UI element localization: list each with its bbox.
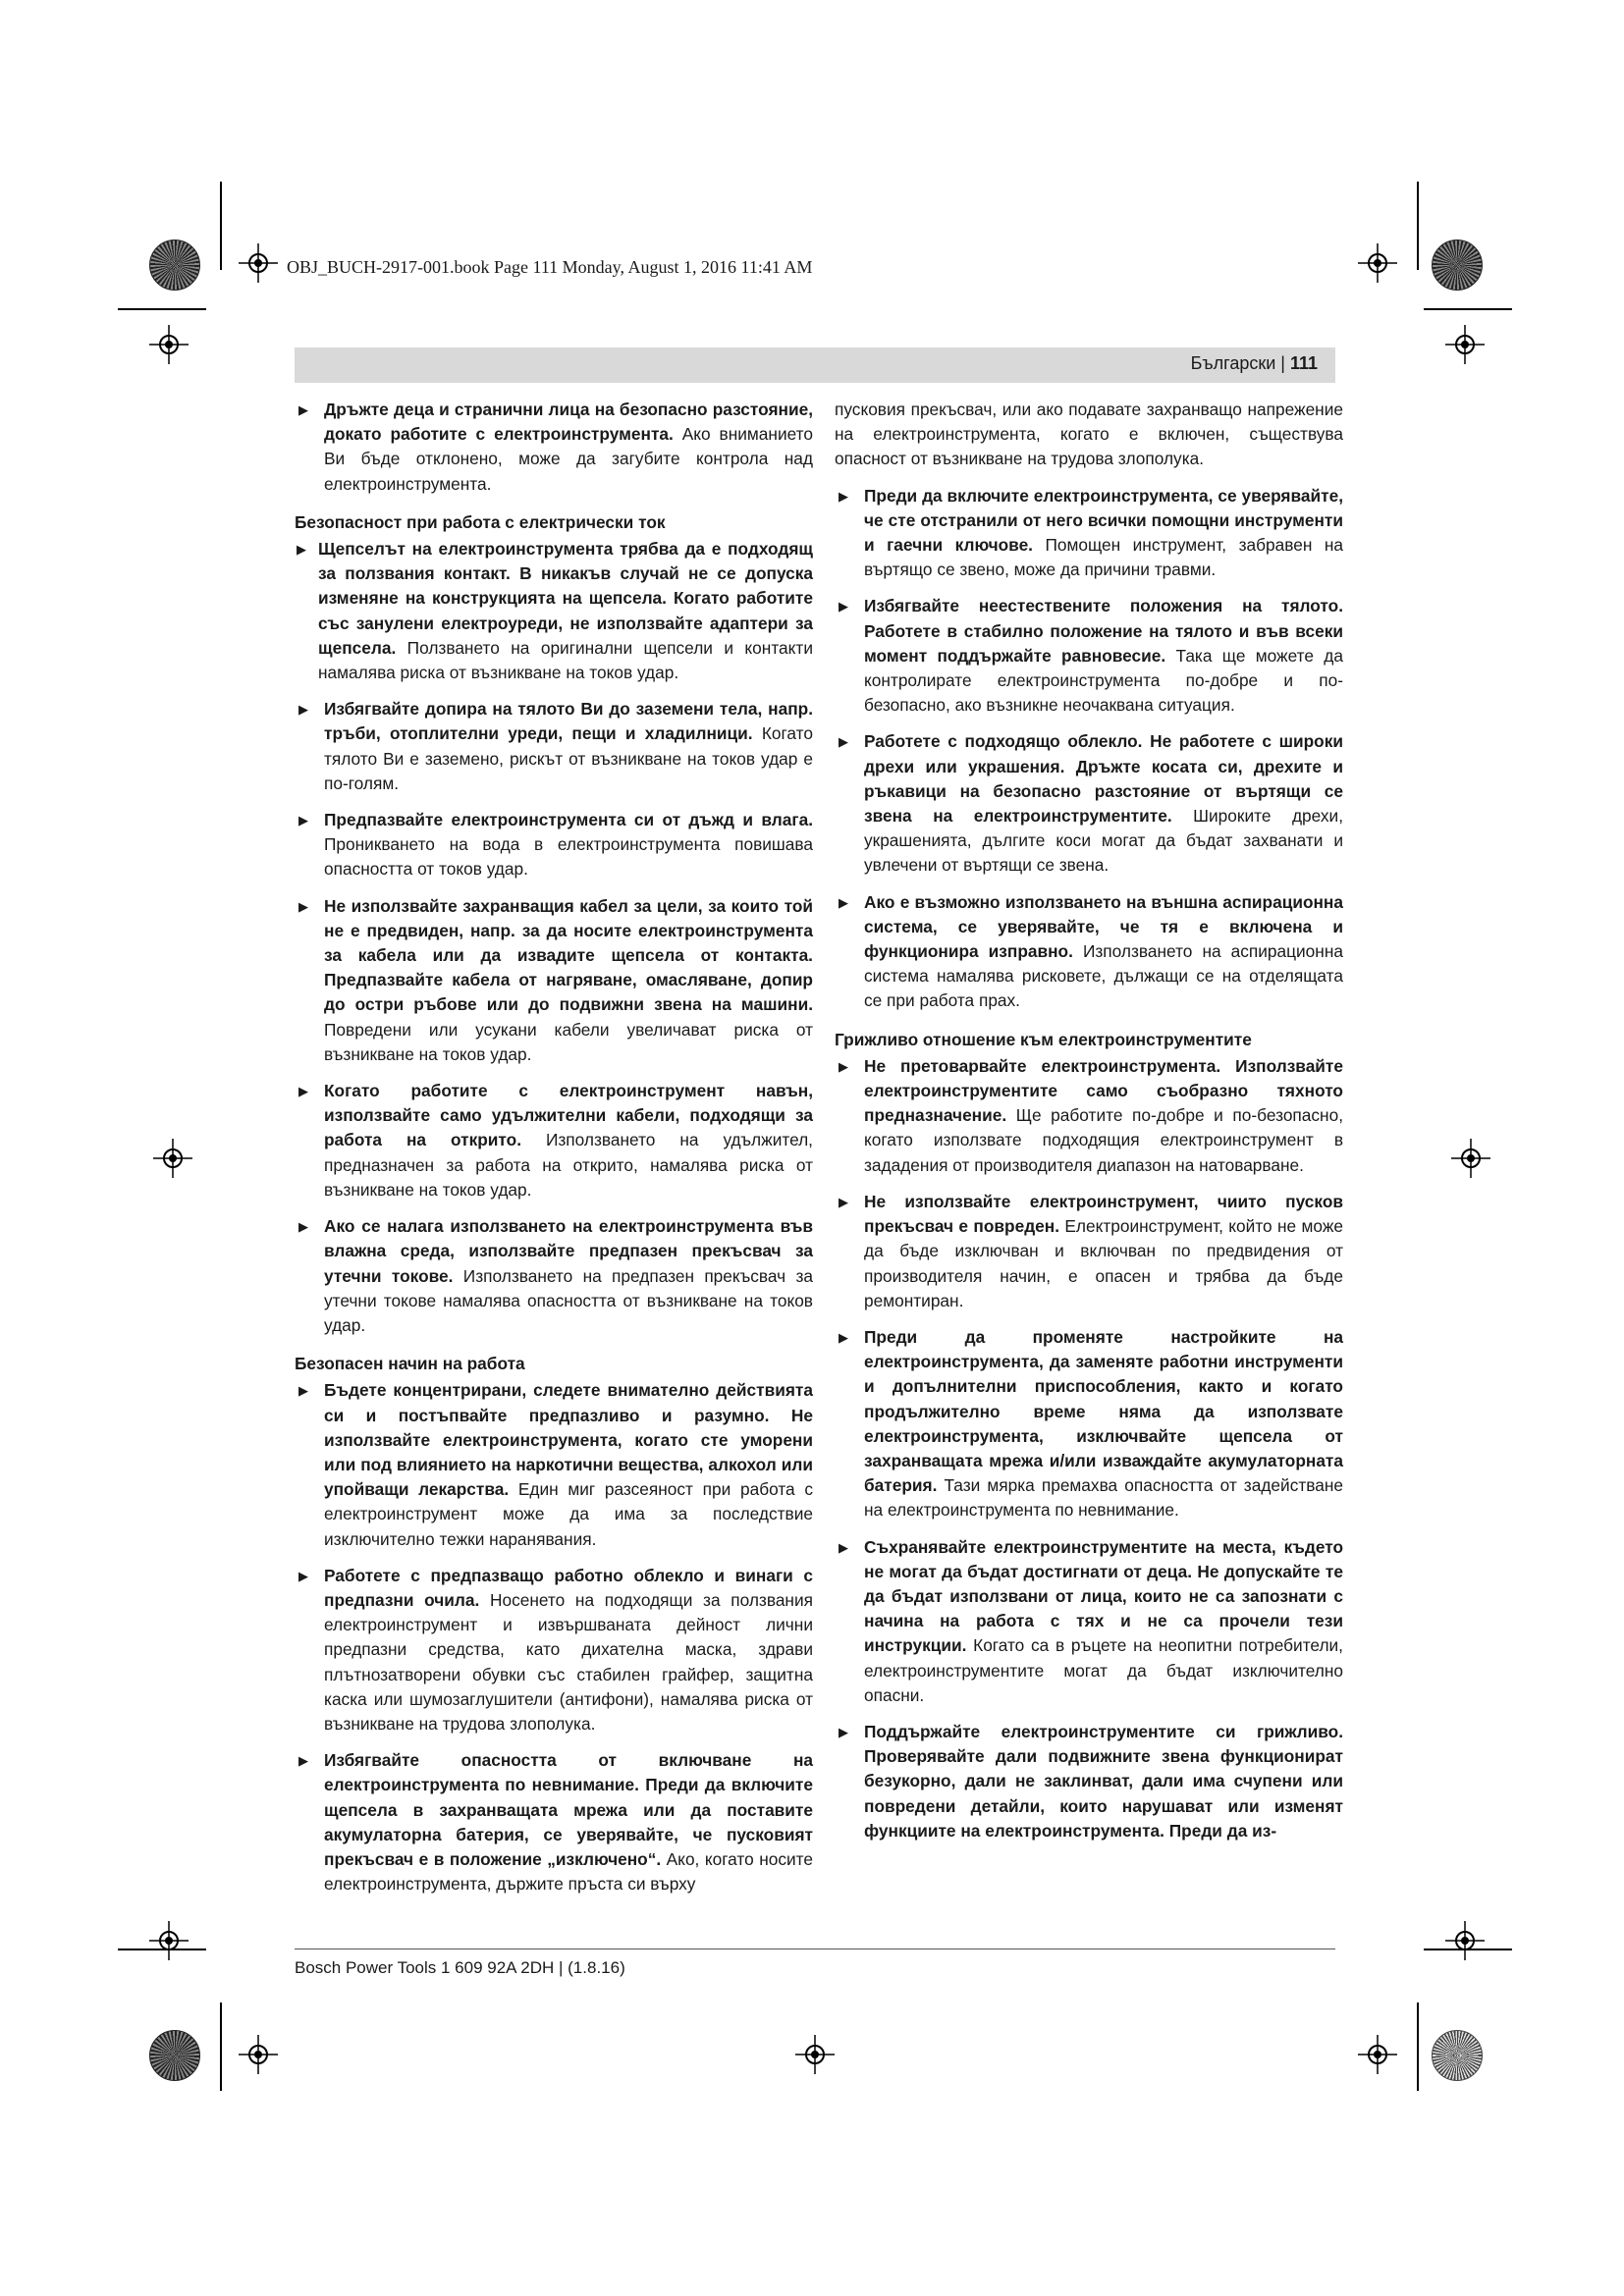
item-text: Ще работите по-добре и по-безопасно, когато използвате подходящия електроинструмент в зададения от производителя диапазон на натоварване. [864, 1105, 1343, 1175]
registration-mark-icon [1445, 1921, 1485, 1960]
bullet-icon: ▶ [298, 1219, 308, 1235]
list-item [835, 1720, 1343, 1843]
crop-mark [1417, 182, 1419, 270]
item-text: Когато тялото Ви е заземено, рискът от възникване на токов удар е по-голям. [324, 723, 813, 793]
item-text: Електроинструмент, който не може да бъде изключван и включван по предвидения от производителя начин, е опасен и трябва да бъде ремонтиран. [864, 1216, 1343, 1310]
list-item [295, 1564, 813, 1736]
bullet-icon: ▶ [839, 734, 848, 750]
item-text: Ако вниманието Ви бъде отклонено, може да загубите контрола над електроинструмента. [324, 424, 813, 494]
item-bold: Бъдете концентрирани, следете внимателно действията си и постъпвайте предпазливо и разумно. Не използвайте електроинструмента, когато сте уморени или под влиянието на наркотични вещества, алкохол или упойващи лекарства. [324, 1380, 813, 1500]
bullet-icon: ▶ [839, 599, 848, 614]
item-bold: Преди да променяте настройките на електроинструмента, да заменяте работни инструменти и допълнителни приспособления, както и когато продължително време няма да използвате електроинструмента, изключвайте щепсела от захранващата мрежа и/или изваждайте акумулаторната батерия. [864, 1326, 1343, 1496]
section-heading: Грижливо отношение към електроинструментите [835, 1029, 1252, 1049]
color-wheel-icon [1432, 2030, 1483, 2081]
registration-mark-icon [153, 1139, 192, 1178]
item-text: Ако, когато носите електроинструмента, държите пръста си върху [324, 1848, 813, 1895]
color-wheel-icon [149, 240, 200, 291]
item-bold: Работете с подходящо облекло. Не работете с широки дрехи или украшения. Дръжте косата си, дрехите и ръкавици на безопасно разстояние от въртящи се звена на електроинструментите. [864, 731, 1343, 827]
list-item [295, 1214, 813, 1338]
footer: Bosch Power Tools 1 609 92A 2DH | (1.8.16) [295, 1958, 625, 1977]
item-bold: Избягвайте неестествените положения на тялото. Работете в стабилно положение на тялото и във всеки момент поддържайте равновесие. [864, 596, 1343, 666]
item-text: Ползването на оригинални щепсели и контакти намалява риска от възникване на токов удар. [318, 637, 813, 683]
bullet-icon: ▶ [298, 1383, 308, 1399]
bullet-icon: ▶ [839, 1539, 848, 1555]
item-bold: Предпазвайте електроинструмента си от дъжд и влага. [324, 810, 813, 830]
header-language: Български [1190, 353, 1276, 373]
item-bold: Ако е възможно използването на външна аспирационна система, се уверявайте, че тя е включена и функционира изправно. [864, 891, 1343, 962]
bullet-icon: ▶ [839, 1194, 848, 1209]
running-header [295, 347, 1335, 383]
item-bold: Поддържайте електроинструментите си грижливо. Проверявайте дали подвижните звена функционират безукорно, дали не заклинват, дали има счупени или повредени детайли, които нарушават или изменят функциите на електроинструмента. Преди да из- [864, 1721, 1343, 1841]
item-bold: Не използвайте захранващия кабел за цели, за които той не е предвиден, напр. за да носите електроинструмента за кабела или да извадите щепсела от контакта. Предпазвайте кабела от нагряване, омасляване, допир до остри ръбове или до подвижни звена на машини. [324, 895, 813, 1015]
header-separator: | [1275, 353, 1290, 373]
registration-mark-icon [239, 243, 278, 283]
list-item [835, 729, 1343, 878]
continuation-text: пусковия прекъсвач, или ако подавате захранващо напрежение на електроинструмента, когато е включен, съществува опасност от възникване на трудова злополука. [835, 400, 1343, 469]
item-bold: Не претоварвайте електроинструмента. Използвайте електроинструментите само съобразно тяхното предназначение. [864, 1055, 1343, 1126]
registration-mark-icon [795, 2035, 835, 2074]
bullet-icon: ▶ [298, 1084, 308, 1099]
bullet-icon: ▶ [298, 402, 308, 417]
bullet-icon: ▶ [839, 1724, 848, 1739]
color-wheel-icon [1432, 240, 1483, 291]
item-bold: Не използвайте електроинструмент, чиито пусков прекъсвач е повреден. [864, 1191, 1343, 1237]
list-item [835, 484, 1343, 583]
item-text: Носенето на подходящи за ползвания електроинструмент и извършваната дейност лични предпазни средства, като дихателна маска, здрави плътнозатворени обувки със стабилен грайфер, защитна каска или шумозаглушители (антифони), намалява риска от възникване на трудова злополука. [324, 1589, 813, 1734]
item-text: Един миг разсеяност при работа с електроинструмент може да има за последствие изключително тежки наранявания. [324, 1479, 813, 1549]
section-heading: Безопасност при работа с електрически ток [295, 511, 666, 532]
item-bold: Когато работите с електроинструмент навън, използвайте само удължителни кабели, подходящи за работа на открито. [324, 1081, 813, 1150]
item-text: Използването на предпазен прекъсвач за утечни токове намалява опасността от възникване на токов удар. [324, 1265, 813, 1335]
bullet-icon: ▶ [298, 813, 308, 828]
list-item [835, 1325, 1343, 1523]
crop-mark [118, 308, 206, 310]
list-item [295, 1748, 813, 1896]
bullet-icon: ▶ [839, 1058, 848, 1074]
list-item [835, 1054, 1343, 1178]
bullet-icon: ▶ [298, 898, 308, 914]
list-item [835, 594, 1343, 718]
list-item [295, 697, 813, 796]
color-wheel-icon [149, 2030, 200, 2081]
item-text: Използването на аспирационна система намалява рисковете, дължащи се на отделящата се при работа прах. [864, 941, 1343, 1011]
crop-mark [1417, 2002, 1419, 2091]
list-item [295, 1378, 813, 1551]
registration-mark-icon [1358, 243, 1397, 283]
list-item [295, 894, 813, 1067]
registration-mark-icon [1451, 1139, 1490, 1178]
item-bold: Ако се налага използването на електроинструмента във влажна среда, използвайте предпазен прекъсвач за утечни токове. [324, 1216, 813, 1286]
list-item [295, 537, 813, 685]
file-header: OBJ_BUCH-2917-001.book Page 111 Monday, August 1, 2016 11:41 AM [287, 257, 813, 277]
bullet-icon: ▶ [839, 488, 848, 504]
running-header-text [1191, 353, 1318, 374]
registration-mark-icon [149, 325, 189, 364]
registration-mark-icon [1445, 325, 1485, 364]
page-number: 111 [1289, 353, 1318, 373]
item-bold: Преди да включите електроинструмента, се уверявайте, че сте отстранили от него всички помощни инструменти и гаечни ключове. [864, 485, 1343, 556]
item-text: Използването на удължител, предназначен за работа на открито, намалява риска от възникване на токов удар. [324, 1130, 813, 1200]
list-item [295, 398, 813, 497]
item-text: Така ще можете да контролирате електроинструмента по-добре и по-безопасно, ако възникне неочаквана ситуация. [864, 645, 1343, 716]
item-bold: Щепселът на електроинструмента трябва да е подходящ за ползвания контакт. В никакъв случай не се допуска изменяне на конструкцията на щепсела. Когато работите със занулени електроуреди, не използвайте адаптери за щепсела. [318, 539, 813, 658]
list-item [295, 808, 813, 882]
item-text: Тази мярка премахва опасността от задействане на електроинструмента по невнимание. [864, 1475, 1343, 1521]
item-text: Проникването на вода в електроинструмента повишава опасността от токов удар. [324, 834, 813, 880]
bullet-icon: ▶ [839, 1329, 848, 1345]
bullet-icon: ▶ [298, 702, 308, 718]
item-bold: Работете с предпазващо работно облекло и винаги с предпазни очила. [324, 1565, 813, 1610]
registration-mark-icon [149, 1921, 189, 1960]
section-heading: Безопасен начин на работа [295, 1354, 525, 1374]
crop-mark [220, 182, 222, 270]
bullet-icon: ▶ [297, 542, 306, 558]
list-item [295, 1079, 813, 1202]
list-item [835, 1190, 1343, 1313]
item-text: Широките дрехи, украшенията, дългите коси могат да бъдат захванати и увлечени от въртящи се звена. [864, 806, 1343, 876]
item-text: Повредени или усукани кабели увеличават риска от възникване на токов удар. [324, 1019, 813, 1064]
crop-mark [1424, 308, 1512, 310]
left-column [295, 398, 813, 1908]
item-text: Помощен инструмент, забравен на въртящо се звено, може да причини травми. [864, 535, 1343, 580]
item-bold: Съхранявайте електроинструментите на места, където не могат да бъдат достигнати от деца. Не допускайте те да бъдат използвани от лица, които не са запознати с начина на работа с тях и не са прочели тези инструкции. [864, 1536, 1343, 1656]
list-item [835, 1535, 1343, 1708]
bullet-icon: ▶ [839, 894, 848, 910]
list-item [835, 890, 1343, 1014]
registration-mark-icon [239, 2035, 278, 2074]
item-text: Когато са в ръцете на неопитни потребители, електроинструментите могат да бъдат изключително опасни. [864, 1635, 1343, 1705]
item-bold: Избягвайте опасността от включване на електроинструмента по невнимание. Преди да включите щепсела в захранващата мрежа или да поставите акумулаторна батерия, се уверявайте, че пусковият прекъсвач е в положение „изключено“. [324, 1750, 813, 1869]
bullet-icon: ▶ [298, 1568, 308, 1583]
item-bold: Дръжте деца и странични лица на безопасно разстояние, докато работите с електроинструмента. [324, 400, 813, 445]
registration-mark-icon [1358, 2035, 1397, 2074]
bullet-icon: ▶ [298, 1753, 308, 1769]
item-bold: Избягвайте допира на тялото Ви до заземени тела, напр. тръби, отоплителни уреди, пещи и хладилници. [324, 699, 813, 744]
crop-mark [220, 2002, 222, 2091]
right-column [835, 398, 1343, 1855]
